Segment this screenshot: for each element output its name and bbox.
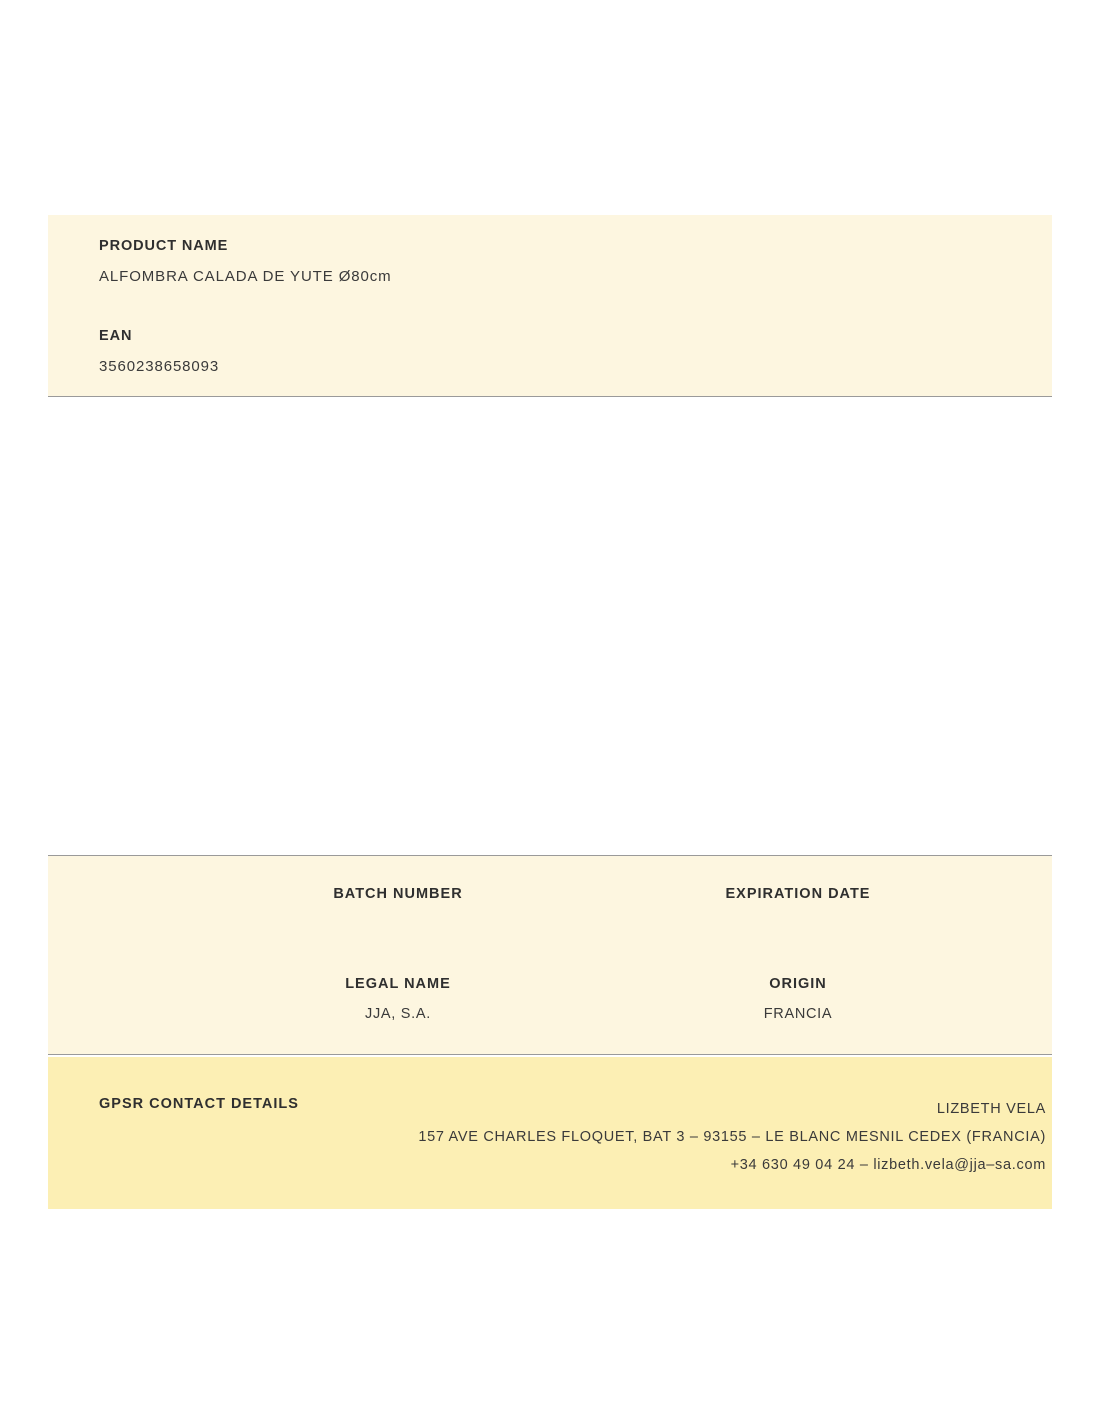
gpsr-contact-label: GPSR CONTACT DETAILS	[99, 1096, 299, 1112]
product-info-block	[48, 215, 1052, 397]
gpsr-contact-block	[48, 1057, 1052, 1209]
product-name-label: PRODUCT NAME	[99, 238, 229, 254]
batch-number-label: BATCH NUMBER	[333, 886, 463, 902]
ean-label: EAN	[99, 328, 133, 344]
blank-content-area	[48, 397, 1052, 855]
origin-label: ORIGIN	[769, 976, 827, 992]
expiration-date-label: EXPIRATION DATE	[725, 886, 871, 902]
gpsr-contact-phone-email: +34 630 49 04 24 – lizbeth.vela@jja–sa.com	[730, 1157, 1046, 1173]
batch-legal-block	[48, 855, 1052, 1055]
ean-value: 3560238658093	[99, 358, 220, 375]
gpsr-contact-address: 157 AVE CHARLES FLOQUET, BAT 3 – 93155 – LE BLANC MESNIL CEDEX (FRANCIA)	[418, 1129, 1046, 1145]
origin-value: FRANCIA	[763, 1006, 833, 1022]
gpsr-contact-lines	[146, 1095, 1046, 1179]
gpsr-contact-name: LIZBETH VELA	[936, 1101, 1046, 1117]
legal-name-value: JJA, S.A.	[365, 1006, 431, 1022]
product-name-value: ALFOMBRA CALADA DE YUTE Ø80cm	[99, 268, 392, 285]
legal-name-label: LEGAL NAME	[345, 976, 451, 992]
